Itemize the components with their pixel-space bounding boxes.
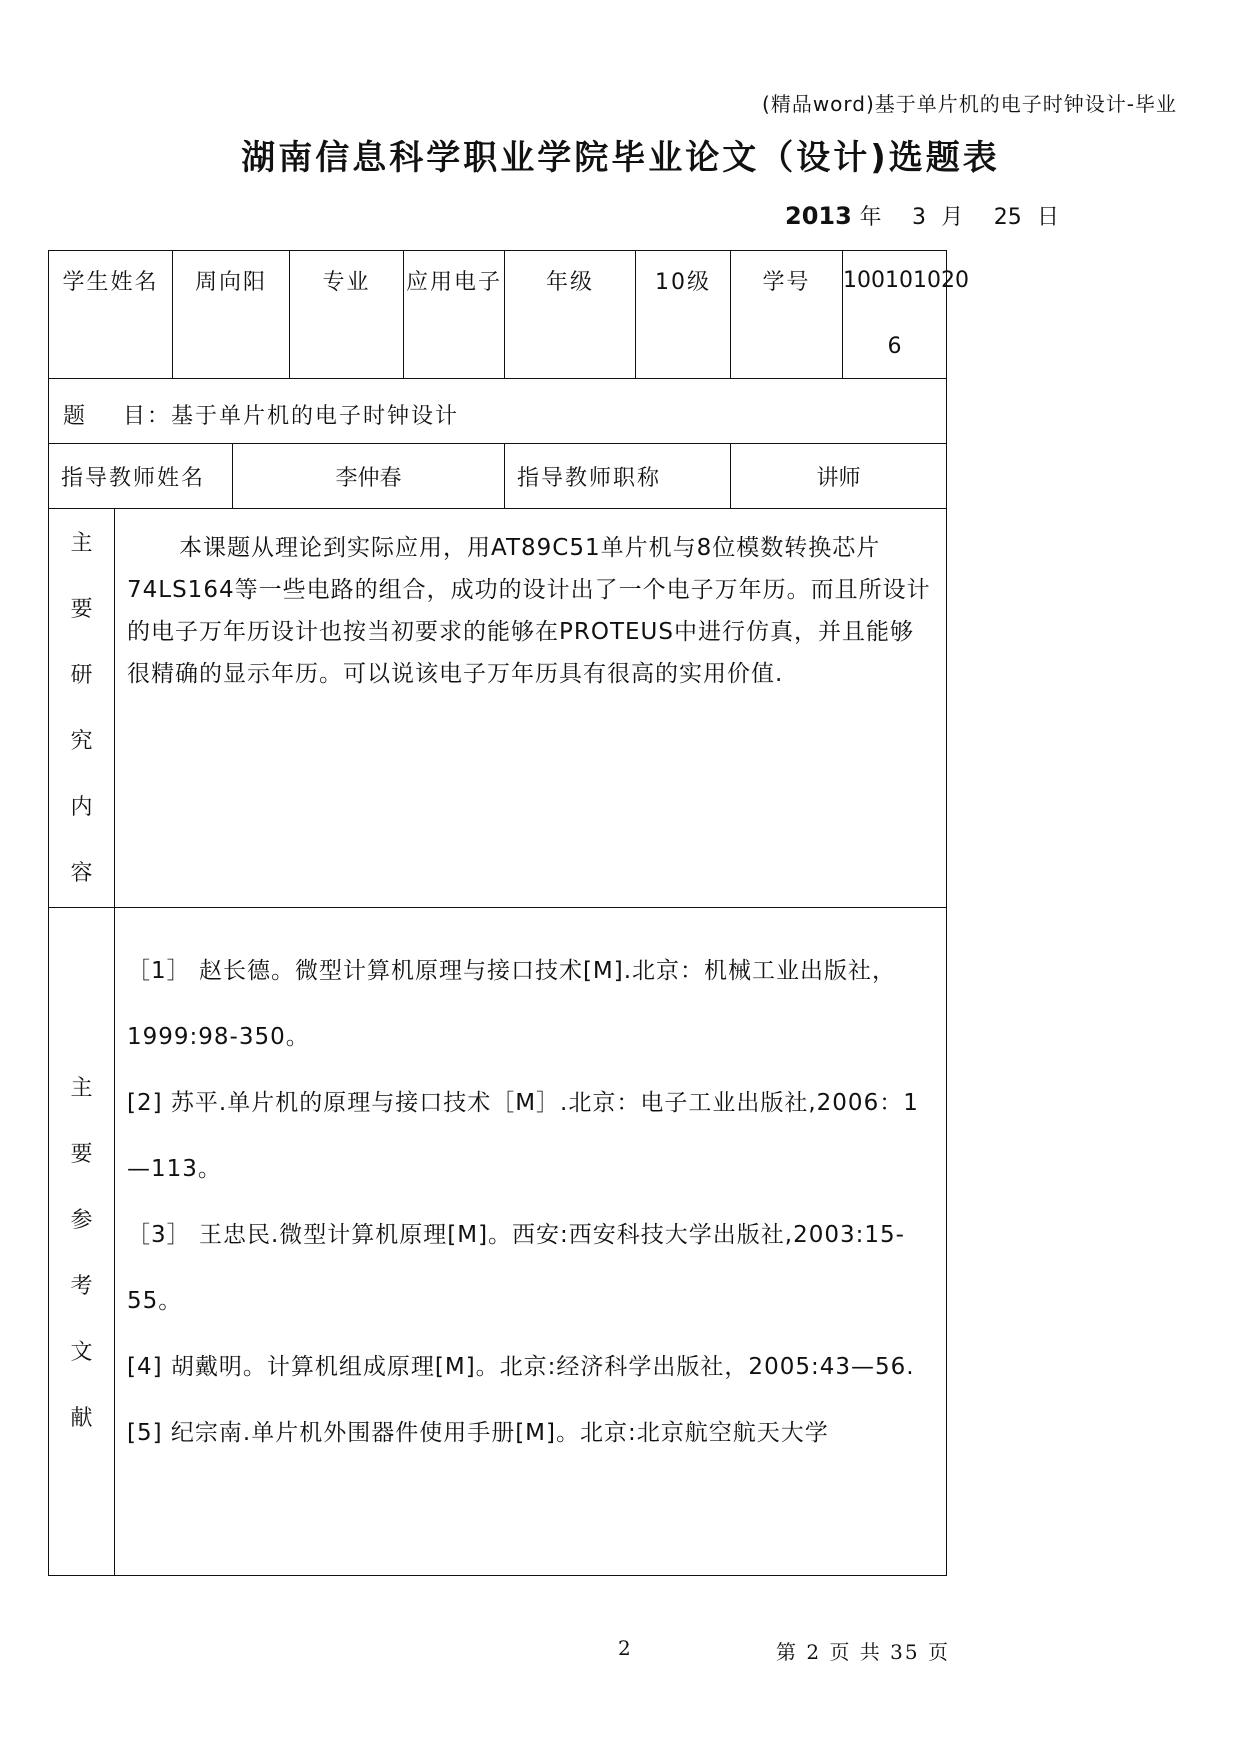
page-total: 第 2 页 共 35 页 — [776, 1640, 950, 1664]
student-id-line1: 100101020 — [843, 268, 970, 293]
references-label: 主 要 参 考 文 献 — [49, 908, 115, 1576]
reference-item: [4] 胡戴明。计算机组成原理[M]。北京:经济科学出版社，2005:43—56. — [127, 1354, 915, 1380]
date-month: 3 — [911, 205, 926, 230]
topic-row: 题 目：基于单片机的电子时钟设计 — [49, 379, 947, 444]
research-content: 本课题从理论到实际应用，用AT89C51单片机与8位模数转换芯片74LS164等一些电路的组合，成功的设计出了一个电子万年历。而且所设计的电子万年历设计也按当初要求的能够在PROTEUS中进行仿真，并且能够很精确的显示年历。可以说该电子万年历具有很高的实用价值. — [115, 509, 947, 908]
selection-form-table — [48, 250, 970, 1576]
student-name-label: 学生姓名 — [49, 251, 173, 379]
grade-value: 10级 — [636, 251, 731, 379]
advisor-title-value: 讲师 — [731, 444, 947, 509]
page-number: 2 — [618, 1636, 631, 1660]
date-day: 25 — [993, 205, 1022, 230]
advisor-name-label: 指导教师姓名 — [49, 444, 233, 509]
date-year-unit: 年 — [859, 205, 882, 230]
date-year: 2013 — [785, 202, 852, 230]
student-id-line2: 6 — [887, 334, 902, 359]
date-month-unit: 月 — [941, 205, 964, 230]
student-name-value: 周向阳 — [173, 251, 290, 379]
header-note: (精品word)基于单片机的电子时钟设计-毕业 — [762, 92, 1177, 116]
references-list — [115, 908, 947, 1576]
student-id-label: 学号 — [731, 251, 843, 379]
student-id-value — [843, 251, 970, 379]
major-label: 专业 — [290, 251, 404, 378]
reference-item: [2] 苏平.单片机的原理与接口技术［M］.北京：电子工业出版社,2006：1—113。 — [127, 1090, 919, 1182]
date-day-unit: 日 — [1037, 205, 1060, 230]
reference-item: [5] 纪宗南.单片机外围器件使用手册[M]。北京:北京航空航天大学 — [127, 1420, 829, 1446]
document-title: 湖南信息科学职业学院毕业论文（设计)选题表 — [241, 138, 1000, 178]
research-label: 主 要 研 究 内 容 — [49, 509, 115, 908]
reference-item: ［1］ 赵长德。微型计算机原理与接口技术[M].北京：机械工业出版社，1999:98-350。 — [127, 958, 897, 1050]
major-value: 应用电子 — [406, 270, 503, 295]
advisor-name-value: 李仲春 — [233, 444, 505, 509]
advisor-title-label: 指导教师职称 — [505, 444, 731, 509]
date-line — [785, 200, 1059, 231]
reference-item: ［3］ 王忠民.微型计算机原理[M]。西安:西安科技大学出版社,2003:15-55。 — [127, 1222, 905, 1314]
grade-label: 年级 — [505, 251, 636, 379]
